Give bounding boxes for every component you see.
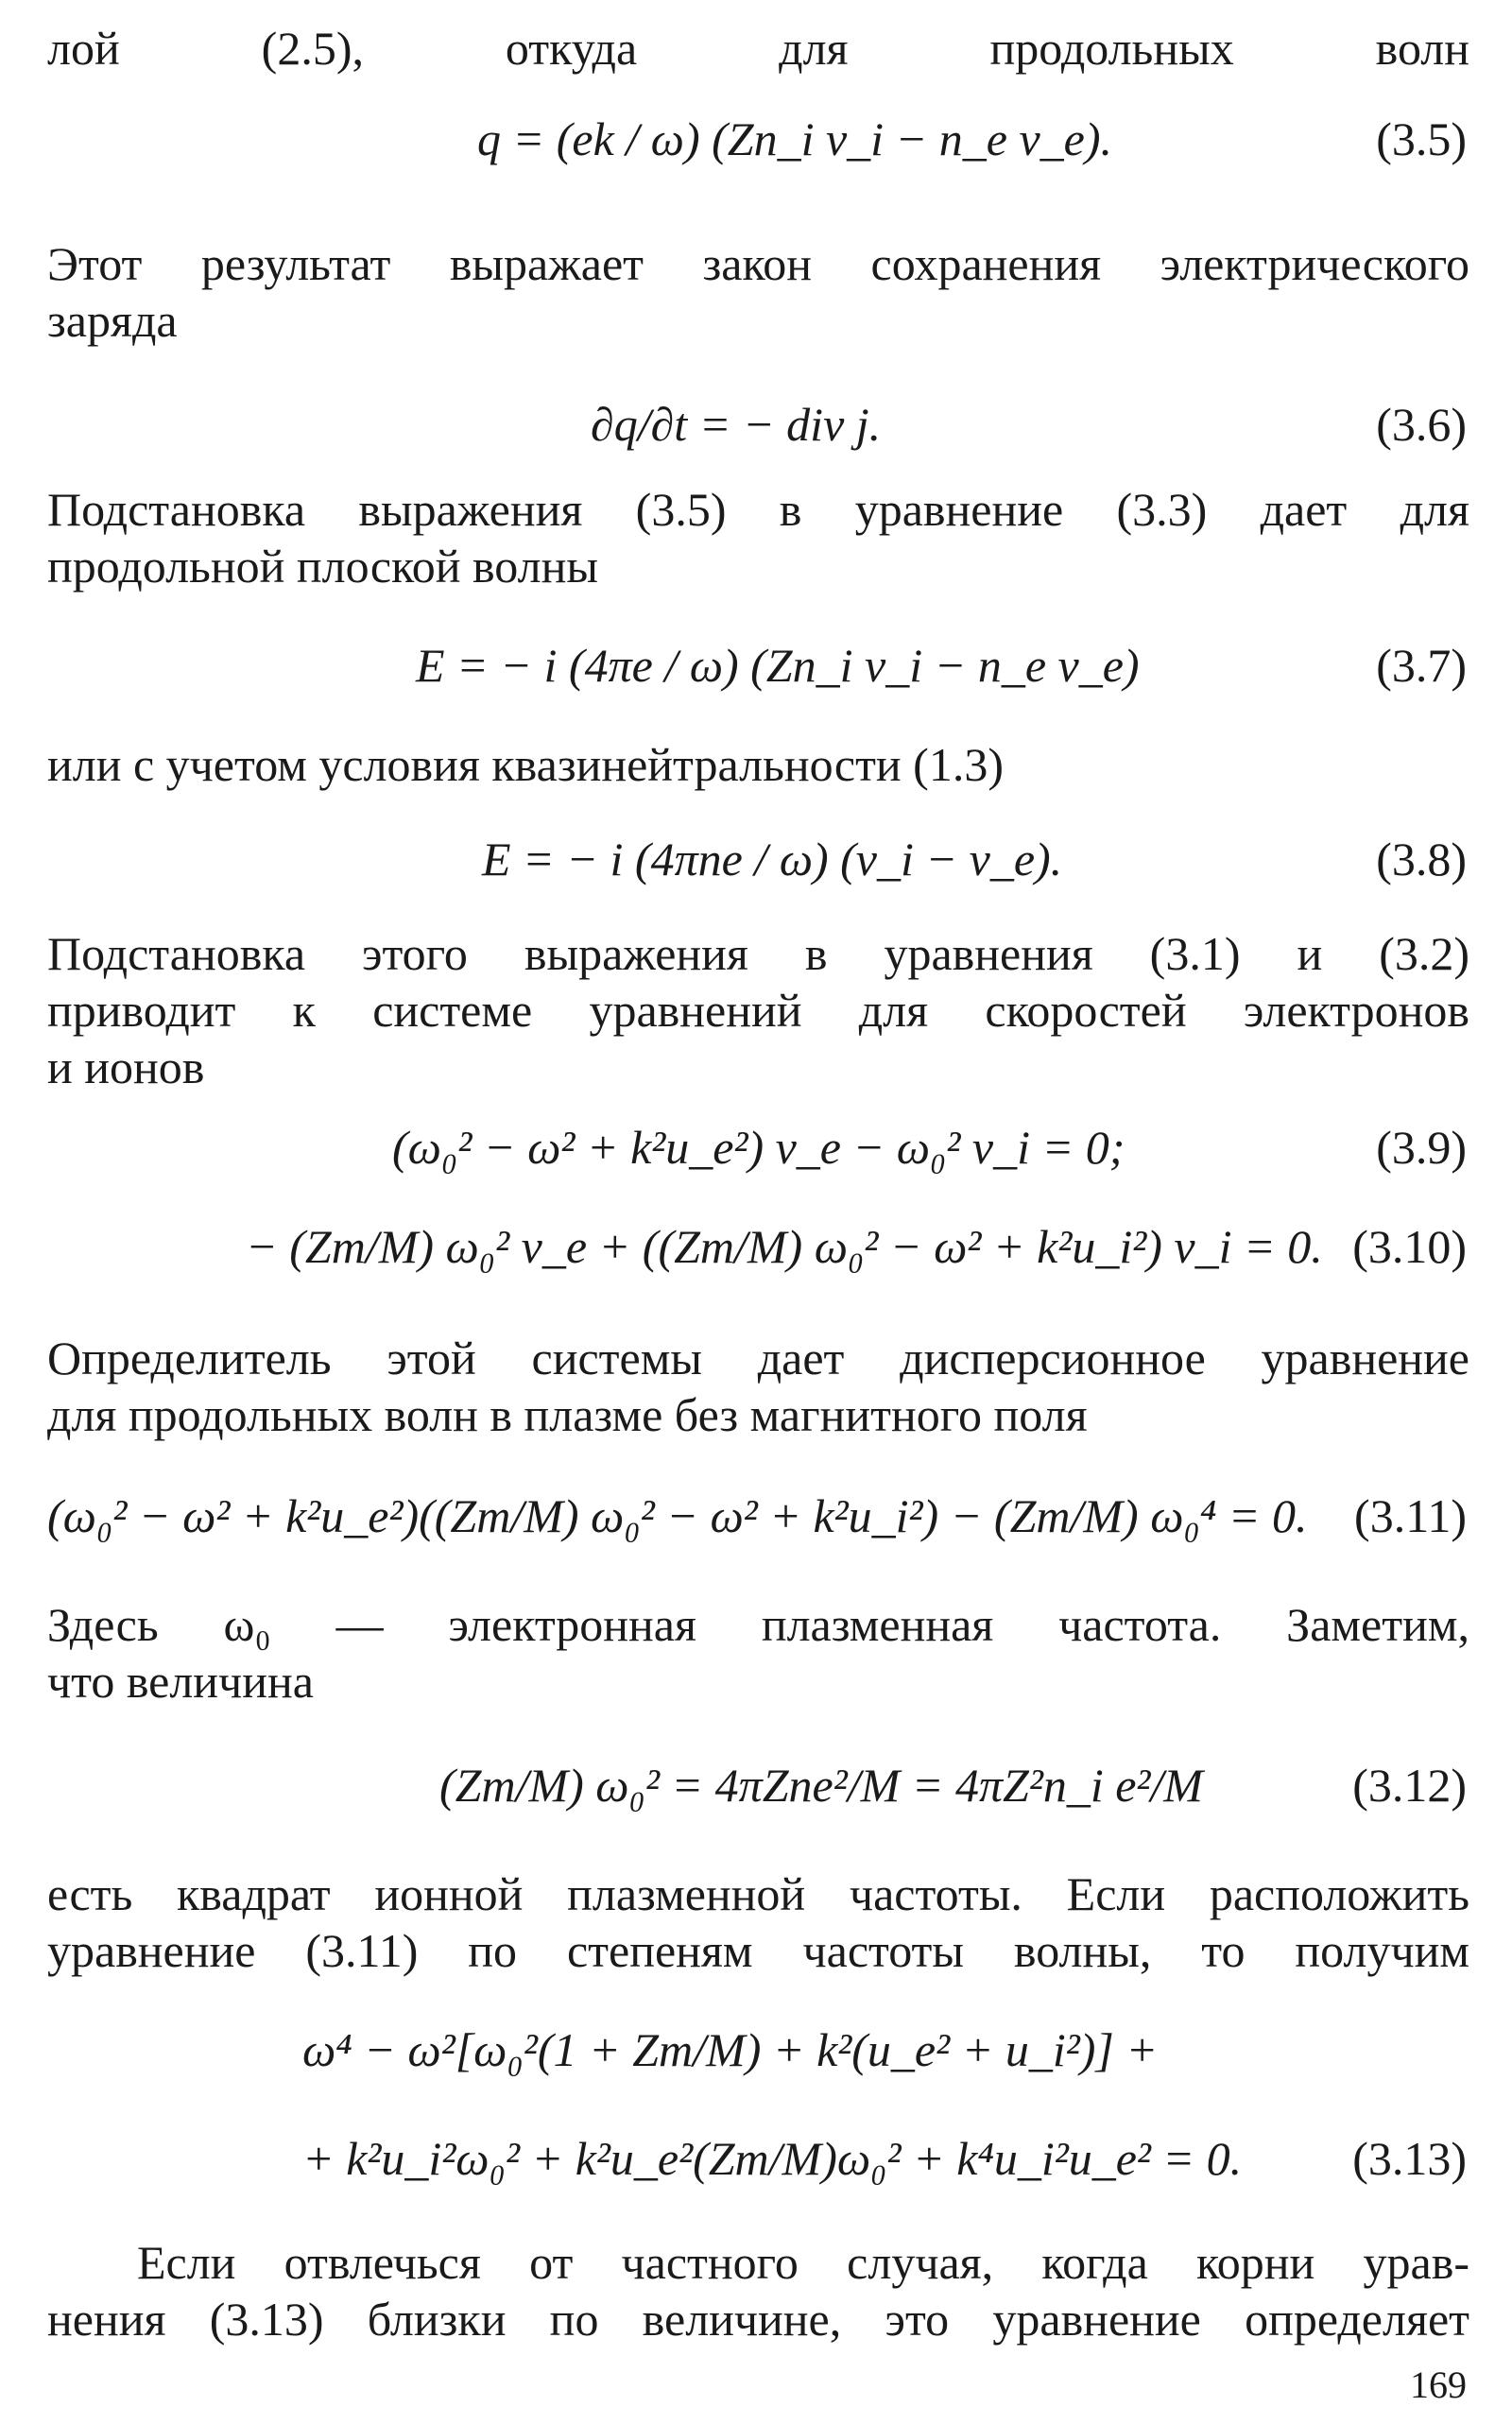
- paragraph-line: Здесь ω₀ — электронная плазменная частота. Заметим,: [47, 1598, 1469, 1651]
- paragraph-line: что величина: [47, 1655, 314, 1708]
- paragraph-line: Определитель этой системы дает дисперсионное уравнение: [47, 1332, 1469, 1384]
- equation-3-7: E = − i (4πe / ω) (Zn_i v_i − n_e v_e): [416, 639, 1140, 692]
- equation-number: (3.6): [1376, 398, 1467, 451]
- page-number: 169: [1410, 2364, 1467, 2406]
- equation-3-9: (ω₀² − ω² + k²u_e²) v_e − ω₀² v_i = 0;: [392, 1121, 1125, 1174]
- equation-3-8: E = − i (4πne / ω) (v_i − v_e).: [482, 833, 1063, 885]
- equation-number: (3.8): [1376, 833, 1467, 885]
- paragraph-line: лой (2.5), откуда для продольных волн: [47, 22, 1469, 75]
- paragraph-line: заряда: [47, 294, 178, 347]
- equation-3-13-line-2: + k²u_i²ω₀² + k²u_e²(Zm/M)ω₀² + k⁴u_i²u_e² = 0.: [302, 2132, 1243, 2185]
- equation-number: (3.11): [1354, 1489, 1467, 1542]
- equation-3-10: − (Zm/M) ω₀² v_e + ((Zm/M) ω₀² − ω² + k²u_i²) v_i = 0.: [246, 1220, 1323, 1273]
- paragraph-line: Подстановка этого выражения в уравнения (3.1) и (3.2): [47, 927, 1469, 980]
- paragraph-line: нения (3.13) близки по величине, это уравнение определяет: [47, 2293, 1469, 2346]
- equation-number: (3.13): [1352, 2132, 1467, 2185]
- paragraph-line: для продольных волн в плазме без магнитного поля: [47, 1388, 1088, 1441]
- paragraph-line: и ионов: [47, 1040, 205, 1093]
- paragraph-line: уравнение (3.11) по степеням частоты волны, то получим: [47, 1924, 1469, 1977]
- equation-3-5: q = (ek / ω) (Zn_i v_i − n_e v_e).: [477, 112, 1113, 165]
- paragraph-line: приводит к системе уравнений для скоростей электронов: [47, 984, 1469, 1037]
- equation-number: (3.10): [1352, 1220, 1467, 1273]
- equation-3-13-line-1: ω⁴ − ω²[ω₀²(1 + Zm/M) + k²(u_e² + u_i²)] +: [302, 2023, 1159, 2076]
- equation-3-12: (Zm/M) ω₀² = 4πZne²/M = 4πZ²n_i e²/M: [439, 1759, 1203, 1812]
- paragraph-line: Если отвлечься от частного случая, когда корни урав-: [137, 2236, 1469, 2289]
- paragraph-line: или с учетом условия квазинейтральности (1.3): [47, 738, 1004, 791]
- equation-number: (3.9): [1376, 1121, 1467, 1174]
- paragraph-line: продольной плоской волны: [47, 540, 598, 593]
- equation-number: (3.12): [1352, 1759, 1467, 1812]
- equation-number: (3.5): [1376, 112, 1467, 165]
- paragraph-line: есть квадрат ионной плазменной частоты. Если расположить: [47, 1867, 1469, 1920]
- paragraph-line: Этот результат выражает закон сохранения электрического: [47, 237, 1469, 290]
- equation-3-11: (ω₀² − ω² + k²u_e²)((Zm/M) ω₀² − ω² + k²u_i²) − (Zm/M) ω₀⁴ = 0.: [47, 1489, 1308, 1542]
- equation-3-6: ∂q/∂t = − div j.: [591, 398, 882, 451]
- paragraph-line: Подстановка выражения (3.5) в уравнение (3.3) дает для: [47, 483, 1469, 536]
- equation-number: (3.7): [1376, 639, 1467, 692]
